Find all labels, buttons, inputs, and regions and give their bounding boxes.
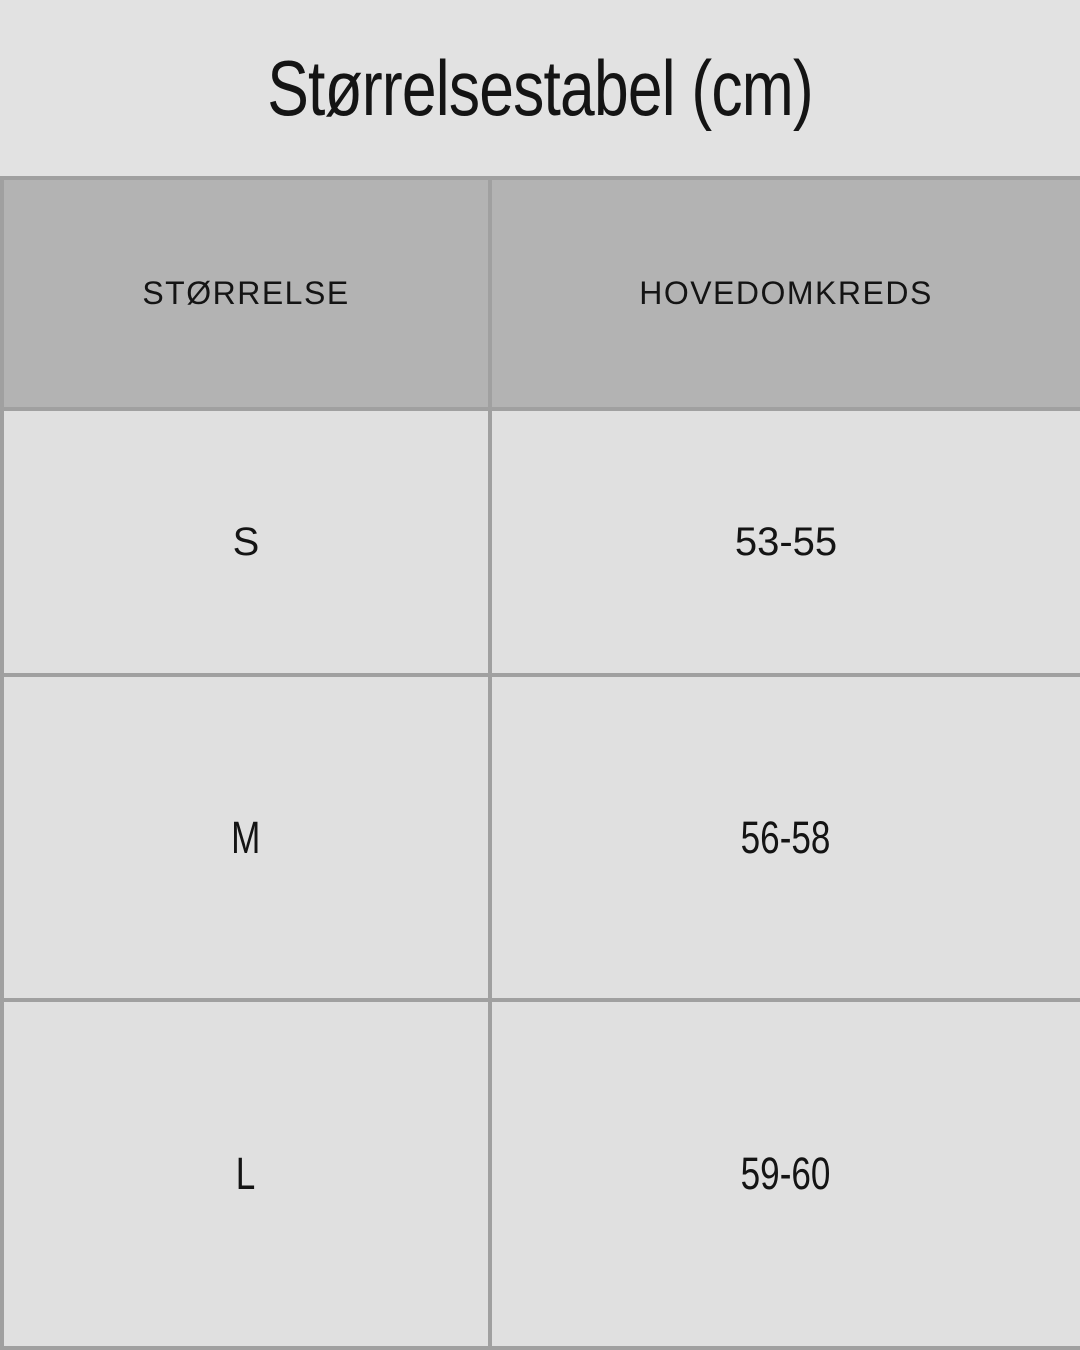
column-header-circumference bbox=[490, 178, 1080, 409]
circumference-value: 53-55 bbox=[734, 519, 838, 564]
column-header-circumference-label: HOVEDOMKREDS bbox=[639, 275, 933, 311]
circumference-cell bbox=[490, 1000, 1080, 1348]
table-row bbox=[2, 409, 1080, 675]
size-value: M bbox=[231, 811, 261, 863]
size-table bbox=[0, 176, 1080, 1350]
size-cell bbox=[2, 1000, 490, 1348]
page-header bbox=[0, 0, 1080, 176]
circumference-value: 59-60 bbox=[741, 1148, 831, 1199]
table-header-row bbox=[2, 178, 1080, 409]
circumference-cell bbox=[490, 675, 1080, 1000]
column-header-size bbox=[2, 178, 490, 409]
size-cell bbox=[2, 675, 490, 1000]
page-title bbox=[199, 43, 881, 134]
table-row bbox=[2, 1000, 1080, 1348]
size-value: S bbox=[232, 519, 260, 564]
circumference-cell bbox=[490, 409, 1080, 675]
size-cell bbox=[2, 409, 490, 675]
column-header-size-label: STØRRELSE bbox=[142, 275, 350, 311]
page-title-text: Størrelsestabel (cm) bbox=[267, 43, 813, 132]
table-row bbox=[2, 675, 1080, 1000]
circumference-value: 56-58 bbox=[741, 811, 831, 863]
size-value: L bbox=[236, 1148, 256, 1199]
